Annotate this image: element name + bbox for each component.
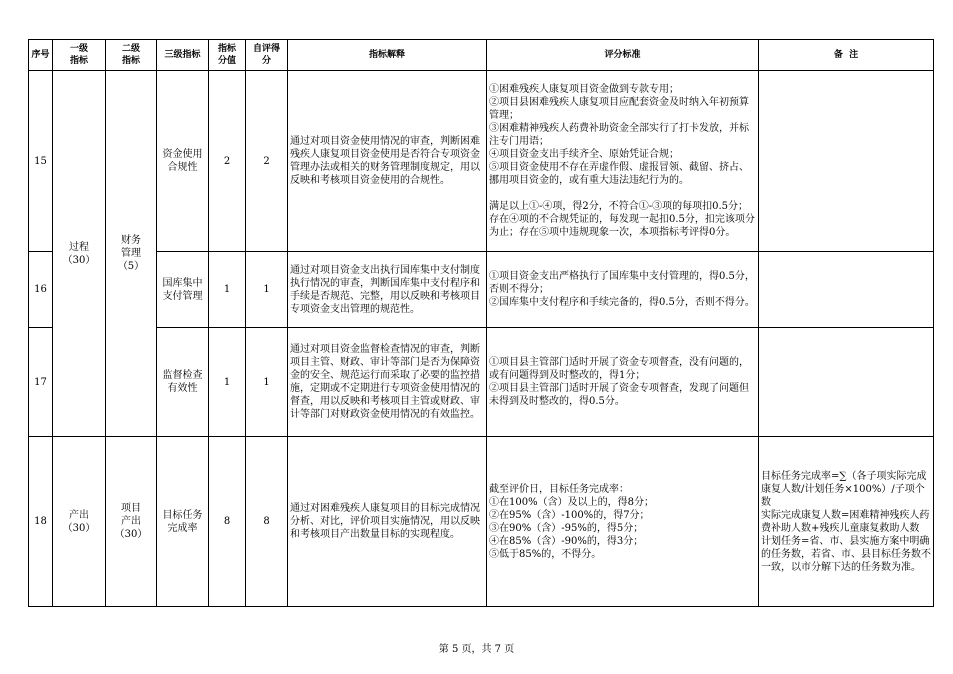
- indicator-explanation: 通过对困难残疾人康复项目的目标完成情况分析、对比，评价项目实施情况，用以反映和考核项目产出数量目标的实现程度。: [288, 437, 487, 607]
- level3-indicator: 国库集中 支付管理: [157, 252, 209, 328]
- remark-cell: [759, 252, 934, 328]
- evaluation-table: [28, 39, 934, 607]
- indicator-explanation: 通过对项目资金支出执行国库集中支付制度执行情况的审查，判断国库集中支付程序和手续是否规范、完整，用以反映和考核项目专项资金支出管理的规范性。: [288, 252, 487, 328]
- header-standard: 评分标准: [487, 40, 759, 71]
- table-row: [29, 252, 934, 328]
- header-self-score: 自评得 分: [246, 40, 288, 71]
- header-level1: 一级 指标: [53, 40, 106, 71]
- level2-project-output: 项目 产出 （30）: [106, 437, 157, 607]
- row-number: 15: [29, 71, 53, 252]
- weight-value: 8: [209, 437, 246, 607]
- remark-cell: [759, 71, 934, 252]
- self-score: 1: [246, 328, 288, 437]
- remark-cell: [759, 328, 934, 437]
- scoring-standard: ①项目资金支出严格执行了国库集中支付管理的，得0.5分，否则不得分； ②国库集中支付程序和手续完备的，得0.5分，否则不得分。: [487, 252, 759, 328]
- self-score: 1: [246, 252, 288, 328]
- indicator-explanation: 通过对项目资金使用情况的审查，判断困难残疾人康复项目资金使用是否符合专项资金管理办法或相关的财务管理制度规定，用以反映和考核项目资金使用的合规性。: [288, 71, 487, 252]
- level1-process: 过程 （30）: [53, 71, 106, 437]
- level1-output: 产出 （30）: [53, 437, 106, 607]
- header-no: 序号: [29, 40, 53, 71]
- table-row: [29, 328, 934, 437]
- row-number: 17: [29, 328, 53, 437]
- weight-value: 2: [209, 71, 246, 252]
- scoring-standard: ①项目县主管部门适时开展了资金专项督查，没有问题的，或有问题得到及时整改的，得1分； ②项目县主管部门适时开展了资金专项督查，发现了问题但未得到及时整改的，得0.5分。: [487, 328, 759, 437]
- row-number: 16: [29, 252, 53, 328]
- indicator-explanation: 通过对项目资金监督检查情况的审查，判断项目主管、财政、审计等部门是否为保障资金的安全、规范运行而采取了必要的监控措施，定期或不定期进行专项资金使用情况的督查，用以反映和考核项目主管或财政、审计等部门对财政资金使用情况的有效监控。: [288, 328, 487, 437]
- header-row: [29, 40, 934, 71]
- remark-cell: 目标任务完成率=∑（各子项实际完成康复人数/计划任务×100%）/子项个数 实际完成康复人数=困难精神残疾人药费补助人数+残疾儿童康复救助人数 计划任务=省、市、县实施方案中明确的任务数，若省、市、县目标任务数不一致，以市分解下达的任务数为准。: [759, 437, 934, 607]
- table-row: [29, 71, 934, 252]
- header-weight: 指标 分值: [209, 40, 246, 71]
- self-score: 2: [246, 71, 288, 252]
- header-level2: 二级 指标: [106, 40, 157, 71]
- level3-indicator: 资金使用 合规性: [157, 71, 209, 252]
- self-score: 8: [246, 437, 288, 607]
- table-row: [29, 437, 934, 607]
- header-remark: 备 注: [759, 40, 934, 71]
- header-level3: 三级指标: [157, 40, 209, 71]
- scoring-standard: ①困难残疾人康复项目资金做到专款专用； ②项目县困难残疾人康复项目应配套资金及时纳入年初预算管理； ③困难精神残疾人药费补助资金全部实行了打卡发放，并标注专门用语； ④项目资金支出手续齐全、原始凭证合规； ⑤项目资金使用不存在弄虚作假、虚报冒领、截留、挤占、挪用项目资金的，或有重大违法违纪行为的。 满足以上①-④项，得2分，不符合①-③项的每项扣0.5分；存在④项的不合规凭证的，每发现一起扣0.5分，扣完该项分为止；存在⑤项中违规现象一次，本项指标考评得0分。: [487, 71, 759, 252]
- level3-indicator: 目标任务 完成率: [157, 437, 209, 607]
- level2-finance: 财务 管理 （5）: [106, 71, 157, 437]
- weight-value: 1: [209, 252, 246, 328]
- header-explanation: 指标解释: [288, 40, 487, 71]
- page-footer: 第 5 页，共 7 页: [438, 644, 515, 655]
- scoring-standard: 截至评价日，目标任务完成率： ①在100%（含）及以上的，得8分； ②在95%（含）-100%的，得7分； ③在90%（含）-95%的，得5分； ④在85%（含）-90%的，得3分； ⑤低于85%的，不得分。: [487, 437, 759, 607]
- weight-value: 1: [209, 328, 246, 437]
- level3-indicator: 监督检查 有效性: [157, 328, 209, 437]
- row-number: 18: [29, 437, 53, 607]
